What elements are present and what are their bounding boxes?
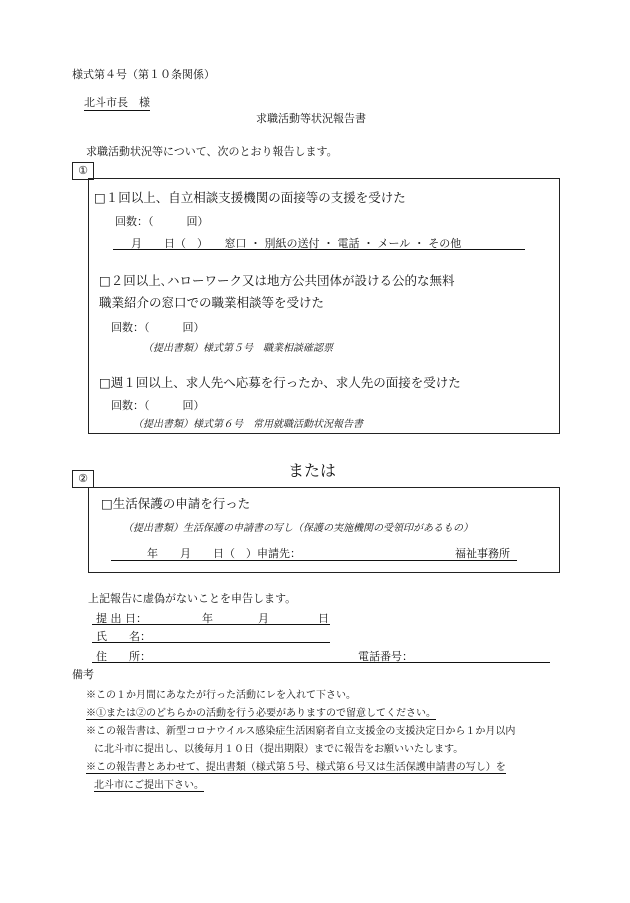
note-3-line2: に北斗市に提出し、以後毎月１０日（提出期限）までに報告をお願いいたします。 (94, 744, 464, 755)
note-2: ※①または②のどちらかの活動を行う必要がありますので留意してください。 (86, 704, 436, 720)
section1-item2-label-line2: 職業紹介の窓口での職業相談等を受けた (99, 295, 325, 310)
section1-item1-underline (113, 249, 525, 250)
page-title: 求職活動等状況報告書 (256, 112, 366, 125)
date-day: 日 (318, 612, 329, 625)
address-label: 住 所： (96, 650, 151, 663)
section2-marker: ② (72, 470, 94, 488)
section1-item3-doc: （提出書類）様式第６号 常用就職活動状況報告書 (133, 419, 363, 430)
intro-text: 求職活動状況等について、次のとおり報告します。 (86, 145, 338, 158)
section2-checkbox[interactable]: □生活保護の申請を行った (101, 496, 251, 511)
section2-box (88, 487, 560, 573)
address-underline (92, 662, 550, 663)
name-underline (92, 642, 330, 643)
notes-heading: 備考 (72, 668, 94, 681)
section1-item1-detail: 月 日（ ） 窓口 ・ 別紙の送付 ・ 電話 ・ メール ・ その他 (131, 237, 462, 250)
section1-item3-checkbox[interactable]: □週１回以上、求人先へ応募を行ったか、求人先の面接を受けた (99, 375, 461, 390)
section1-item3-count: 回数：（ 回） (111, 399, 205, 412)
phone-label: 電話番号： (358, 650, 413, 663)
note-4-line2: 北斗市にご提出下さい。 (94, 776, 204, 792)
or-label: または (288, 461, 337, 480)
section1-item2-doc: （提出書類）様式第５号 職業相談確認票 (143, 343, 333, 354)
name-label: 氏 名： (96, 630, 151, 643)
note-4-line1: ※この報告書とあわせて、提出書類（様式第５号、様式第６号又は生活保護申請書の写し）を (86, 758, 506, 774)
date-month: 月 (258, 612, 269, 625)
form-number: 様式第４号（第１０条関係） (72, 68, 215, 81)
section1-marker: ① (72, 162, 94, 180)
section1-item2-checkbox[interactable]: □２回以上､ハローワーク又は地方公共団体が設ける公的な無料 (99, 273, 455, 288)
section2-office: 福祉事務所 (455, 547, 510, 560)
section2-date-line: 年 月 日（ ）申請先： (147, 547, 301, 560)
date-year: 年 (202, 612, 213, 625)
note-3-line1: ※この報告書は、新型コロナウイルス感染症生活困窮者自立支援金の支援決定日から１か月以内 (86, 726, 516, 737)
section1-item1-count: 回数：（ 回） (115, 215, 209, 228)
addressee: 北斗市長 様 (84, 96, 150, 109)
section1-box (88, 178, 560, 434)
section2-underline (111, 560, 517, 561)
section2-doc: （提出書類）生活保護の申請書の写し（保護の実施機関の受領印があるもの） (123, 523, 473, 534)
declaration-statement: 上記報告に虚偽がないことを申告します。 (88, 592, 297, 605)
note-1: ※この１か月間にあなたが行った活動にレを入れて下さい。 (86, 690, 356, 701)
date-label: 提 出 日： (96, 612, 147, 625)
date-underline (92, 624, 330, 625)
section1-item2-count: 回数：（ 回） (111, 321, 205, 334)
section1-item1-checkbox[interactable]: □１回以上、自立相談支援機関の面接等の支援を受けた (94, 190, 406, 205)
